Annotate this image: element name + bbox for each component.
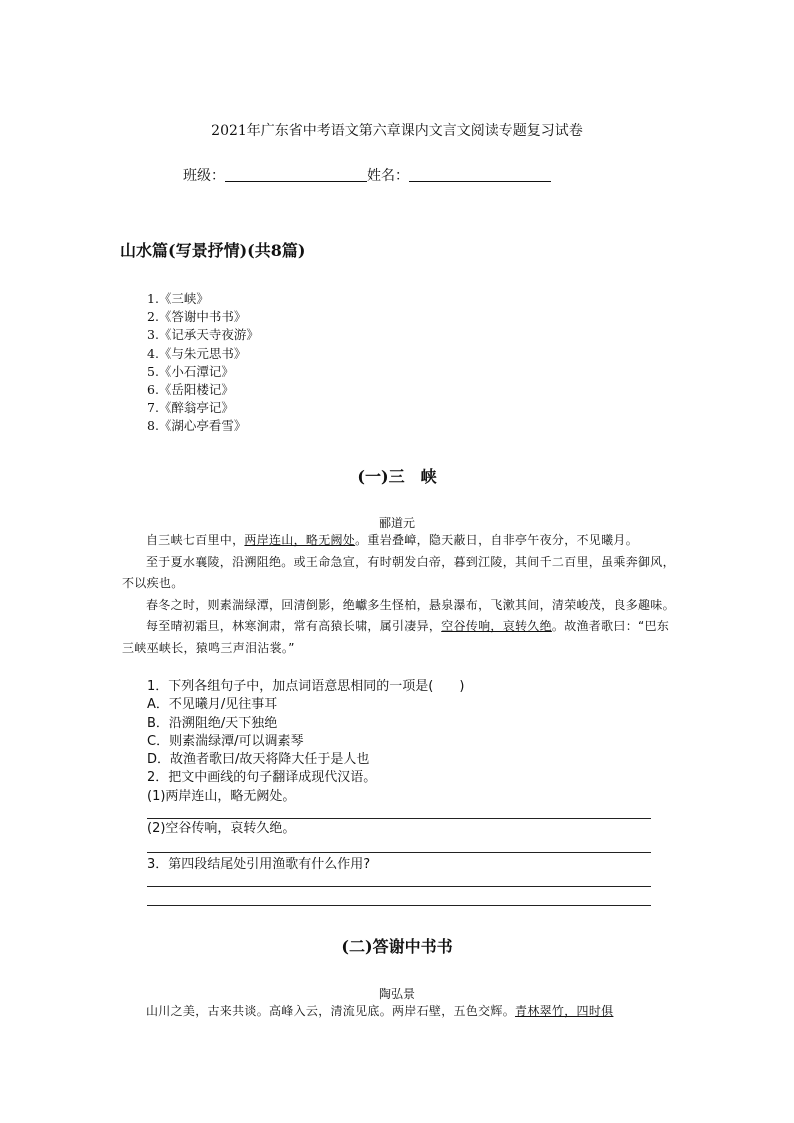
classical-text-sanxia xyxy=(122,530,678,659)
underlined-sentence-2: 空谷传响，哀转久绝 xyxy=(441,619,552,633)
answer-line[interactable] xyxy=(147,852,651,853)
toc-item: 8.《湖心亭看雪》 xyxy=(147,418,247,434)
question-1: 1．下列各组句子中，加点词语意思相同的一项是( ) xyxy=(147,679,465,694)
paragraph-3: 春冬之时，则素湍绿潭，回清倒影，绝巘多生怪柏，悬泉瀑布，飞漱其间，清荣峻茂，良多趣味。 xyxy=(146,597,675,612)
option-d[interactable]: D．故渔者歌曰/故天将降大任于是人也 xyxy=(147,752,370,768)
toc-item: 5.《小石潭记》 xyxy=(147,363,234,379)
toc-item: 3.《记承天寺夜游》 xyxy=(147,327,259,343)
underlined-sentence-3: 青林翠竹，四时俱 xyxy=(515,1004,614,1018)
question-2-1: (1)两岸连山，略无阙处。 xyxy=(147,788,296,804)
answer-line[interactable] xyxy=(147,886,651,887)
paragraph-4: 每至晴初霜旦，林寒涧肃，常有高猿长啸，属引凄异，空谷传响，哀转久绝。故渔者歌曰：“巴东三峡巫峡长，猿鸣三声泪沾裳。” xyxy=(122,619,670,655)
toc-item: 2.《答谢中书书》 xyxy=(147,309,247,325)
name-label: 姓名： xyxy=(367,168,409,184)
author-sanxia: 郦道元 xyxy=(378,516,415,530)
option-a[interactable]: A．不见曦月/见往事耳 xyxy=(147,697,278,713)
class-label: 班级： xyxy=(183,168,225,184)
paragraph-2: 至于夏水襄陵，沿溯阻绝。或王命急宣，有时朝发白帝，暮到江陵，其间千二百里，虽乘奔御风，不以疾也。 xyxy=(122,554,675,590)
name-blank[interactable] xyxy=(409,167,551,182)
answer-line[interactable] xyxy=(147,818,651,819)
table-of-contents xyxy=(147,290,259,436)
class-blank[interactable] xyxy=(225,167,367,182)
question-2: 2．把文中画线的句子翻译成现代汉语。 xyxy=(147,770,377,786)
question-2-2: (2)空谷传响，哀转久绝。 xyxy=(147,821,296,836)
author-daxie: 陶弘景 xyxy=(378,987,415,1001)
option-b[interactable]: B．沿溯阻绝/天下独绝 xyxy=(147,715,278,731)
chapter-heading-sanxia: (一)三 峡 xyxy=(357,467,437,486)
section-heading: 山水篇(写景抒情)(共8篇) xyxy=(120,241,306,260)
underlined-sentence-1: 两岸连山，略无阙处 xyxy=(244,533,356,547)
toc-item: 6.《岳阳楼记》 xyxy=(147,381,234,397)
paragraph-1: 自三峡七百里中，两岸连山，略无阙处。重岩叠嶂，隐天蔽日，自非亭午夜分，不见曦月。 xyxy=(146,533,639,547)
option-c[interactable]: C．则素湍绿潭/可以调素琴 xyxy=(147,733,304,749)
toc-item: 4.《与朱元思书》 xyxy=(147,345,247,361)
question-3: 3．第四段结尾处引用渔歌有什么作用? xyxy=(147,857,371,872)
toc-item: 1.《三峡》 xyxy=(147,291,209,306)
questions-sanxia xyxy=(147,678,464,806)
paragraph-daxie: 山川之美，古来共谈。高峰入云，清流见底。两岸石壁，五色交辉。青林翠竹，四时俱 xyxy=(146,1004,614,1018)
student-info-row xyxy=(183,165,551,185)
toc-item: 7.《醉翁亭记》 xyxy=(147,400,234,416)
chapter-heading-daxie: (二)答谢中书书 xyxy=(341,937,453,956)
document-title: 2021年广东省中考语文第六章课内文言文阅读专题复习试卷 xyxy=(211,123,583,139)
classical-text-daxie xyxy=(122,1001,678,1023)
answer-line[interactable] xyxy=(147,905,651,906)
